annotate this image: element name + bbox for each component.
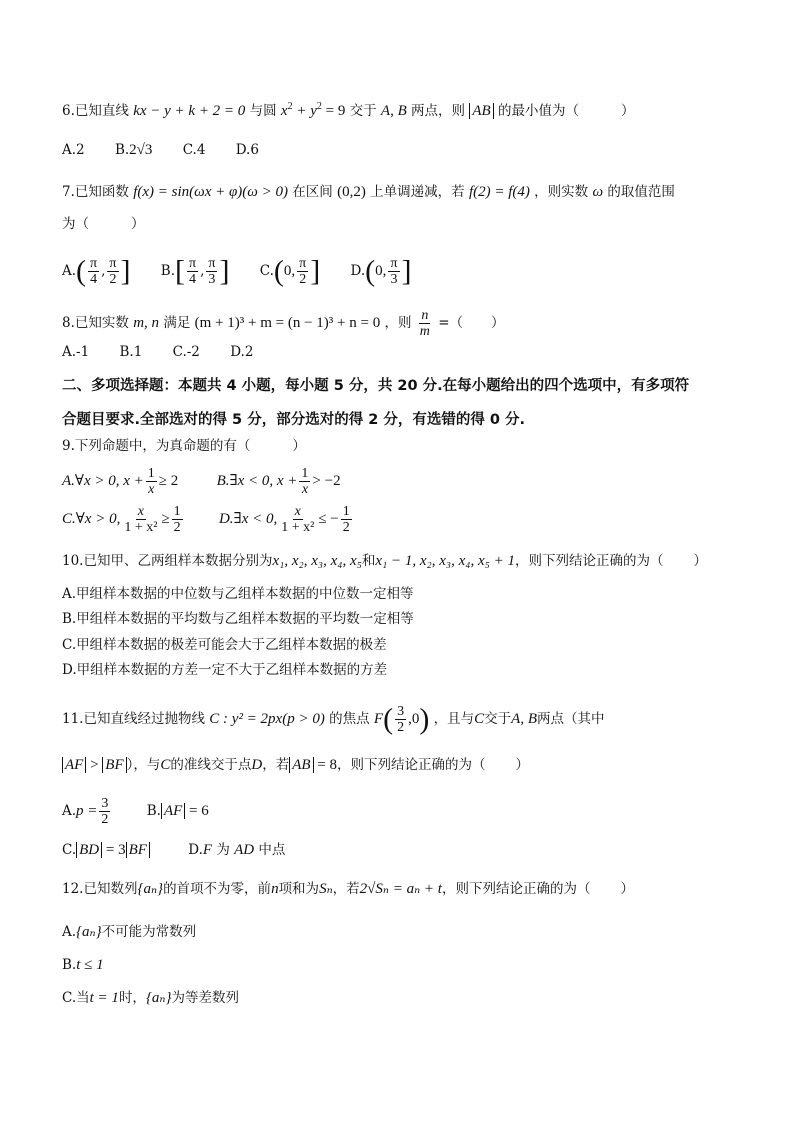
q7-stem: 7.已知函数 f(x) = sin(ωx + φ)(ω > 0) 在区间 (0,2) 上单调递减，若 f(2) = f(4) ，则实数 ω 的取值范围 xyxy=(62,184,675,200)
q11-stem: 11.已知直线经过抛物线 C : y² = 2px(p > 0) 的焦点 F( $\frac{3}{2}$ ,0) ，且与C交于A, B两点（其中 xyxy=(62,702,605,736)
q10-option-a: A.甲组样本数据的中位数与乙组样本数据的中位数一定相等 xyxy=(62,586,414,602)
section2-heading-line1: 二、多项选择题：本题共 4 小题，每小题 5 分，共 20 分.在每小题给出的四个选项中，有多项符 xyxy=(62,378,690,394)
q11-option-c: C. BD = 3 BF xyxy=(62,840,150,860)
q8-option-d: D.2 xyxy=(230,344,254,360)
q6-option-b: B.2√3 xyxy=(114,142,153,158)
q10-stem: 10.已知甲、乙两组样本数据分别为x₁, x₂, x₃, x₄, x₅和x₁ − 1, x₂, x₃, x₄, x₅ + 1，则下列结论正确的为（ ） xyxy=(62,553,707,569)
q10-option-c: C.甲组样本数据的极差可能会大于乙组样本数据的极差 xyxy=(62,637,387,653)
q6-stem: 6.已知直线 kx − y + k + 2 = 0 与圆 $x^2 + y^2 = 9$ 交于 A, B 两点，则 AB 的最小值为（ ） xyxy=(62,101,635,119)
q11-option-a: A.p = $\frac{3}{2}$ xyxy=(62,796,109,827)
q8-option-c: C.-2 xyxy=(172,344,200,360)
q12-option-c: C.当t = 1时，{aₙ}为等差数列 xyxy=(62,990,240,1006)
q9-stem: 9.下列命题中，为真命题的有（ ） xyxy=(62,438,306,454)
q7-option-d: D.(0, $\frac{\pi}{3}$ ] xyxy=(350,254,412,288)
q6-option-a: A.2 xyxy=(62,142,85,158)
q9-option-a: A.∀x > 0, x + $\frac{1}{x}$ ≥ 2 xyxy=(62,466,179,497)
q6-option-c: C.4 xyxy=(182,142,206,158)
q7-option-c: C.(0, $\frac{\pi}{2}$ ] xyxy=(259,254,321,288)
q8-option-a: A.-1 xyxy=(62,344,90,360)
q7-options xyxy=(62,256,438,287)
q10-option-d: D.甲组样本数据的方差一定不大于乙组样本数据的方差 xyxy=(62,662,388,678)
q10-option-b: B.甲组样本数据的平均数与乙组样本数据的平均数一定相等 xyxy=(62,611,414,627)
q12-option-a: A.{aₙ}不可能为常数列 xyxy=(62,924,197,940)
section2-heading-line2: 合题目要求.全部选对的得 5 分，部分选对的得 2 分，有选错的得 0 分. xyxy=(62,412,526,428)
q8-stem: 8.已知实数 m, n 满足 (m + 1)³ + m = (n − 1)³ + n = 0 ，则 $\frac{n}{m}$ =（ ） xyxy=(62,308,505,339)
q7-option-a: A.( $\frac{\pi}{4}$ , $\frac{\pi}{2}$ ] xyxy=(62,254,131,288)
q11-stem-line2: AF > BF ），与C的准线交于点D，若 AB = 8，则下列结论正确的为（ ） xyxy=(62,755,529,775)
q9-option-d: D.∃x < 0, $\frac{x}{\text{1 + x²}}$ ≤ − $\frac{1}{2}$ xyxy=(218,504,350,535)
q7-option-b: B.[ $\frac{\pi}{4}$ , $\frac{\pi}{3}$ ] xyxy=(160,254,230,288)
q8-options xyxy=(62,342,279,362)
q11-option-d: D.F 为 AD 中点 xyxy=(188,842,286,858)
q12-stem: 12.已知数列{aₙ}的首项不为零，前n项和为Sₙ，若2√Sₙ = aₙ + t，则下列结论正确的为（ ） xyxy=(62,881,634,897)
q9-options-cd xyxy=(62,504,380,535)
q9-option-b: B.∃x < 0, x + $\frac{1}{x}$ > −2 xyxy=(216,466,341,497)
q8-option-b: B.1 xyxy=(119,344,143,360)
q6-options xyxy=(62,140,285,160)
q11-options-ab xyxy=(62,796,235,827)
q9-option-c: C.∀x > 0, $\frac{x}{\text{1 + x²}}$ ≥ $\frac{1}{2}$ xyxy=(62,504,181,535)
q11-options-cd xyxy=(62,840,311,860)
q11-option-b: B. AF = 6 xyxy=(146,803,209,819)
q12-option-b: B.t ≤ 1 xyxy=(62,957,104,973)
q7-stem-line2: 为（ ） xyxy=(62,216,145,232)
q6-option-d: D.6 xyxy=(235,142,259,158)
q9-options-ab xyxy=(62,466,367,497)
